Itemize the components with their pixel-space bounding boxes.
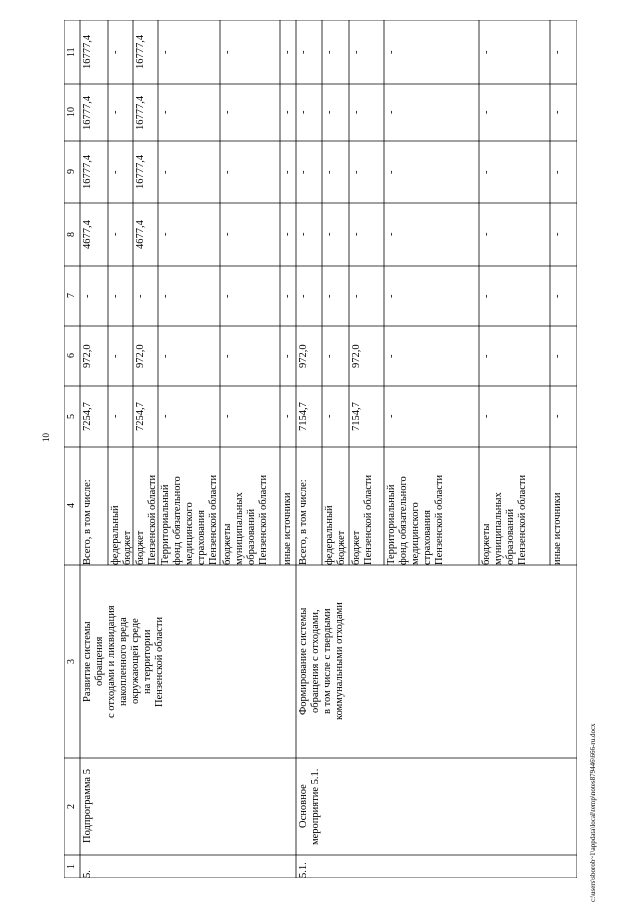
table-cell: - [552, 414, 563, 419]
table-cell: 16777,4 [82, 34, 93, 70]
table-cell: - [160, 232, 171, 237]
table-cell: - [386, 50, 397, 54]
table-cell: - [110, 50, 121, 54]
table-cell: 16777,4 [135, 95, 146, 130]
table-cell: 972,0 [82, 344, 93, 368]
table-cell: 16777,4 [82, 95, 93, 130]
table-cell: - [324, 232, 335, 237]
table-cell: - [351, 232, 362, 237]
table-cell: - [222, 232, 233, 237]
table-cell: - [386, 414, 397, 419]
table-cell: - [282, 110, 293, 115]
table-cell: - [386, 354, 397, 358]
table-cell: - [282, 354, 293, 358]
table-cell: - [324, 414, 335, 419]
table-cell: бюджеты муниципальных образований Пензенской области [222, 474, 269, 565]
table-cell: 4677,4 [82, 220, 93, 249]
table-cell: - [481, 50, 492, 54]
table-cell: - [386, 232, 397, 237]
table-cell: - [222, 50, 233, 54]
table-cell: 5. [82, 870, 93, 878]
table-cell: - [298, 170, 309, 174]
budget-table [64, 20, 577, 878]
table-cell: 7154,7 [351, 402, 362, 431]
table-cell: - [160, 110, 171, 115]
table-cell: 7154,7 [298, 402, 309, 431]
table-cell: - [552, 294, 563, 298]
table-cell: - [324, 110, 335, 115]
table-cell: - [222, 110, 233, 115]
table-header-cell: 9 [66, 169, 77, 175]
table-cell: бюджет Пензенской области [135, 474, 158, 565]
table-cell: 16777,4 [82, 154, 93, 190]
footer-file-path: c:\users\sborob~1\appdata\local\temp\notes879446\666-ru.docx [589, 723, 597, 902]
table-cell: - [298, 50, 309, 54]
table-cell: - [324, 50, 335, 54]
page-number: 10 [41, 433, 51, 442]
table-header-cell: 11 [66, 47, 77, 57]
table-header-cell: 2 [66, 804, 77, 809]
table-header-cell: 7 [66, 293, 77, 299]
table-cell: 16777,4 [135, 154, 146, 190]
table-cell: Всего, в том числе: [298, 479, 309, 565]
table-cell: - [351, 170, 362, 174]
table-cell: - [324, 354, 335, 358]
table-header-cell: 8 [66, 232, 77, 237]
table-header-cell: 1 [66, 864, 77, 869]
table-cell: 972,0 [135, 344, 146, 368]
table-cell: - [110, 110, 121, 115]
table-cell: бюджеты муниципальных образований Пензенской области [481, 474, 528, 565]
table-cell: Развитие системы обращения с отходами и ликвидация накопленного вреда окружающей среде на территории Пензенской области [82, 605, 165, 718]
table-header-cell: 4 [66, 503, 77, 509]
table-cell: - [110, 170, 121, 174]
table-cell: - [324, 170, 335, 174]
table-cell: Всего, в том числе: [82, 479, 93, 565]
table-header-cell: 10 [66, 107, 77, 118]
table-cell: Территориальный фонд обязательного медицинского страхования Пензенской области [160, 474, 219, 565]
table-cell: - [481, 294, 492, 298]
table-header-cell: 6 [66, 353, 77, 359]
table-cell: 7254,7 [135, 402, 146, 431]
table-cell: бюджет Пензенской области [351, 474, 374, 565]
table-cell: - [160, 354, 171, 358]
table-cell: - [324, 294, 335, 298]
table-cell: - [552, 110, 563, 115]
table-cell: - [135, 294, 146, 298]
table-header-cell: 3 [66, 659, 77, 664]
table-cell: - [110, 354, 121, 358]
table-cell: - [552, 354, 563, 358]
table-cell: - [351, 110, 362, 115]
table-cell: - [282, 414, 293, 419]
table-cell: - [110, 414, 121, 419]
table-cell: - [481, 232, 492, 237]
table-cell: - [160, 50, 171, 54]
table-cell: - [351, 50, 362, 54]
table-cell: федеральный бюджет [110, 505, 133, 565]
table-cell: Территориальный фонд обязательного медицинского страхования Пензенской области [386, 474, 445, 565]
table-cell: - [298, 110, 309, 115]
table-cell: - [351, 294, 362, 298]
table-cell: 16777,4 [135, 34, 146, 70]
table-cell: - [82, 294, 93, 298]
table-cell: Основное мероприятие 5.1. [298, 768, 321, 845]
table-cell: - [160, 294, 171, 298]
table-cell: - [298, 294, 309, 298]
table-cell: - [481, 170, 492, 174]
table-cell: Подпрограмма 5 [82, 769, 93, 844]
table-cell: - [222, 354, 233, 358]
table-cell: - [298, 232, 309, 237]
table-cell: 5.1. [298, 862, 309, 878]
table-cell: федеральный бюджет [324, 505, 347, 565]
table-cell: - [160, 414, 171, 419]
table-cell: - [110, 232, 121, 237]
table-cell: - [481, 354, 492, 358]
table-cell: - [552, 232, 563, 237]
table-cell: - [282, 50, 293, 54]
table-cell: - [552, 170, 563, 174]
table-cell: иные источники [282, 492, 293, 565]
table-cell: - [481, 110, 492, 115]
table-cell: - [481, 414, 492, 419]
table-cell: - [386, 170, 397, 174]
table-cell: - [386, 110, 397, 115]
table-cell: - [386, 294, 397, 298]
table-cell: - [552, 50, 563, 54]
table-cell: 972,0 [298, 344, 309, 368]
table-cell: 972,0 [351, 344, 362, 368]
table-cell: иные источники [552, 492, 563, 565]
table-cell: - [222, 170, 233, 174]
table-cell: - [110, 294, 121, 298]
table-cell: - [282, 294, 293, 298]
table-header-cell: 5 [66, 414, 77, 419]
table-cell: - [282, 170, 293, 174]
table-cell: Формирование системы обращения с отходами, в том числе с твердыми коммунальными отходами [298, 602, 345, 721]
table-cell: - [222, 414, 233, 419]
table-cell: 7254,7 [82, 402, 93, 431]
table-cell: - [222, 294, 233, 298]
table-cell: 4677,4 [135, 220, 146, 249]
table-cell: - [282, 232, 293, 237]
table-cell: - [160, 170, 171, 174]
